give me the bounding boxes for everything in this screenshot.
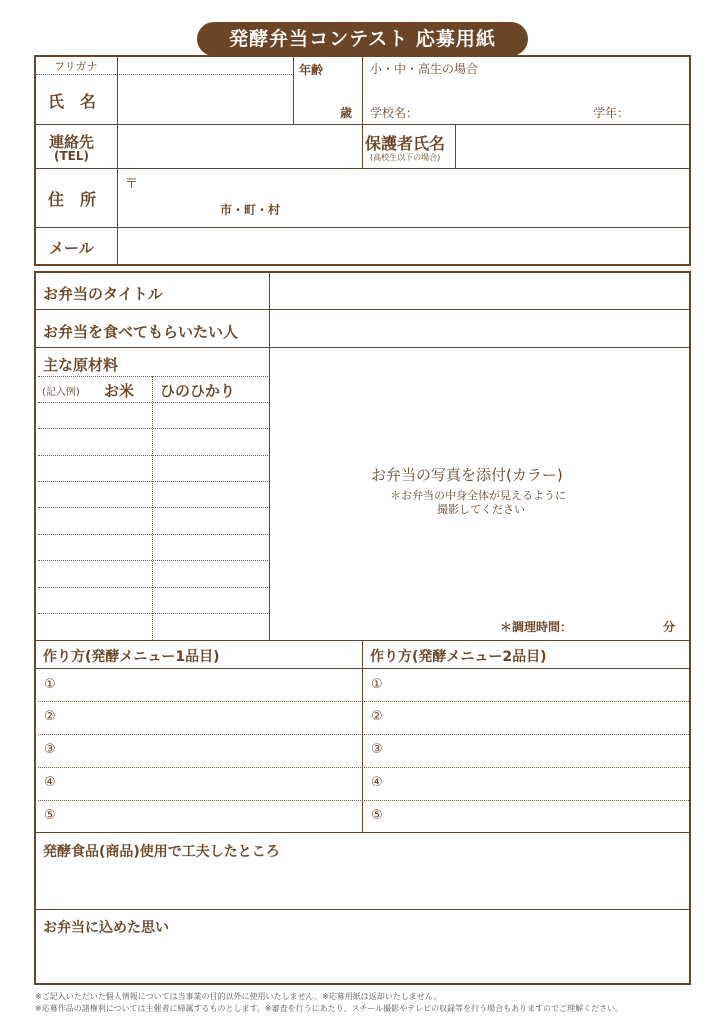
bento-column-divider — [269, 272, 270, 640]
bento-recipient-label: お弁当を食べてもらいたい人 — [43, 323, 239, 341]
example-brand: ひのひかり — [160, 382, 236, 400]
recipe-2-step-input[interactable] — [389, 736, 688, 766]
recipe-2-step-input[interactable] — [389, 769, 688, 799]
name-input[interactable] — [119, 76, 291, 123]
furigana-label: フリガナ — [54, 60, 98, 73]
postal-mark: 〒 — [125, 177, 139, 192]
row-divider — [36, 832, 690, 833]
tel-label: (TEL) — [54, 149, 89, 163]
school-name-input[interactable] — [430, 96, 580, 122]
name-label: 氏 名 — [48, 92, 97, 111]
row-divider — [36, 668, 690, 669]
age-label: 年齢 — [299, 63, 324, 77]
age-input[interactable] — [295, 80, 339, 122]
label-column-divider — [117, 56, 118, 265]
furigana-input[interactable] — [119, 57, 291, 73]
ingenuity-input[interactable] — [38, 868, 689, 908]
step-marker: ① — [371, 677, 383, 692]
thoughts-input[interactable] — [38, 944, 689, 984]
step-marker: ⑤ — [371, 808, 383, 823]
step-marker: ③ — [44, 742, 56, 757]
recipe-row-line — [38, 767, 689, 768]
email-input[interactable] — [119, 229, 688, 264]
guardian-label: 保護者氏名 — [365, 134, 446, 153]
bento-recipient-input[interactable] — [271, 311, 688, 346]
step-marker: ② — [371, 709, 383, 724]
recipe-row-line — [38, 734, 689, 735]
age-divider — [293, 56, 294, 124]
row-divider — [36, 124, 690, 125]
step-marker: ⑤ — [44, 808, 56, 823]
ingredients-input[interactable] — [38, 402, 268, 639]
recipe-2-step-input[interactable] — [389, 802, 688, 831]
step-marker: ③ — [371, 742, 383, 757]
recipe-row-line — [38, 800, 689, 801]
cook-time-input[interactable] — [580, 616, 660, 636]
furigana-divider — [36, 74, 292, 75]
age-unit: 歳 — [340, 106, 353, 120]
ingredient-row-line — [38, 376, 268, 377]
email-label: メール — [49, 239, 94, 257]
example-note: (記入例) — [42, 387, 80, 398]
recipe-2-step-input[interactable] — [389, 670, 688, 700]
recipe-2-step-input[interactable] — [389, 703, 688, 733]
grade-label: 学年： — [593, 106, 630, 120]
recipe-menu-1-label: 作り方(発酵メニュー1品目) — [43, 649, 220, 665]
school-divider — [362, 56, 363, 168]
recipe-1-step-input[interactable] — [62, 736, 360, 766]
bento-title-label: お弁当のタイトル — [43, 285, 163, 303]
guardian-note: (高校生以下の場合) — [370, 153, 441, 162]
step-marker: ② — [44, 709, 56, 724]
row-divider — [36, 347, 690, 348]
guardian-input[interactable] — [457, 126, 688, 167]
thoughts-label: お弁当に込めた思い — [43, 920, 169, 936]
tel-input[interactable] — [119, 126, 360, 167]
grade-input[interactable] — [630, 96, 688, 122]
footer-note-1: ※ご記入いただいた個人情報については当事業の目的以外に使用いたしません。※応募用紙は返却いたしません。 — [35, 992, 442, 1001]
recipe-column-divider — [362, 640, 363, 832]
recipe-1-step-input[interactable] — [62, 670, 360, 700]
address-label: 住 所 — [48, 190, 97, 209]
photo-note-2: 撮影してください — [437, 503, 525, 516]
contact-label: 連絡先 — [49, 133, 95, 151]
ingredients-label: 主な原材料 — [43, 356, 119, 374]
recipe-row-line — [38, 701, 689, 702]
row-divider — [36, 227, 690, 228]
row-divider — [36, 309, 690, 310]
photo-label: お弁当の写真を添付(カラー) — [371, 466, 563, 484]
example-item: お米 — [104, 382, 135, 400]
step-marker: ① — [44, 677, 56, 692]
bento-title-input[interactable] — [271, 273, 688, 308]
recipe-1-step-input[interactable] — [62, 703, 360, 733]
recipe-menu-2-label: 作り方(発酵メニュー2品目) — [370, 649, 547, 665]
row-divider — [36, 640, 690, 641]
city-label: 市・町・村 — [220, 203, 281, 217]
school-case-label: 小・中・高生の場合 — [370, 62, 479, 76]
ingenuity-label: 発酵食品(商品)使用で工夫したところ — [43, 844, 280, 860]
row-divider — [36, 909, 690, 910]
guardian-divider — [455, 124, 456, 168]
school-name-label: 学校名： — [370, 106, 419, 120]
address-input[interactable] — [119, 170, 688, 226]
row-divider — [36, 168, 690, 169]
step-marker: ④ — [44, 775, 56, 790]
recipe-1-step-input[interactable] — [62, 769, 360, 799]
cook-time-label: ＊調理時間： — [500, 620, 573, 634]
step-marker: ④ — [371, 775, 383, 790]
form-title: 発酵弁当コンテスト 応募用紙 — [197, 22, 528, 56]
recipe-1-step-input[interactable] — [62, 802, 360, 831]
minutes-unit: 分 — [663, 620, 676, 634]
footer-note-2: ※応募作品の諸権利については主催者に帰属するものとします。※審査を行うにあたり、スチール撮影やテレビの収録等を行う場合もありますのでご理解ください。 — [35, 1004, 624, 1013]
photo-note-1: ＊お弁当の中身全体が見えるように — [390, 489, 566, 502]
